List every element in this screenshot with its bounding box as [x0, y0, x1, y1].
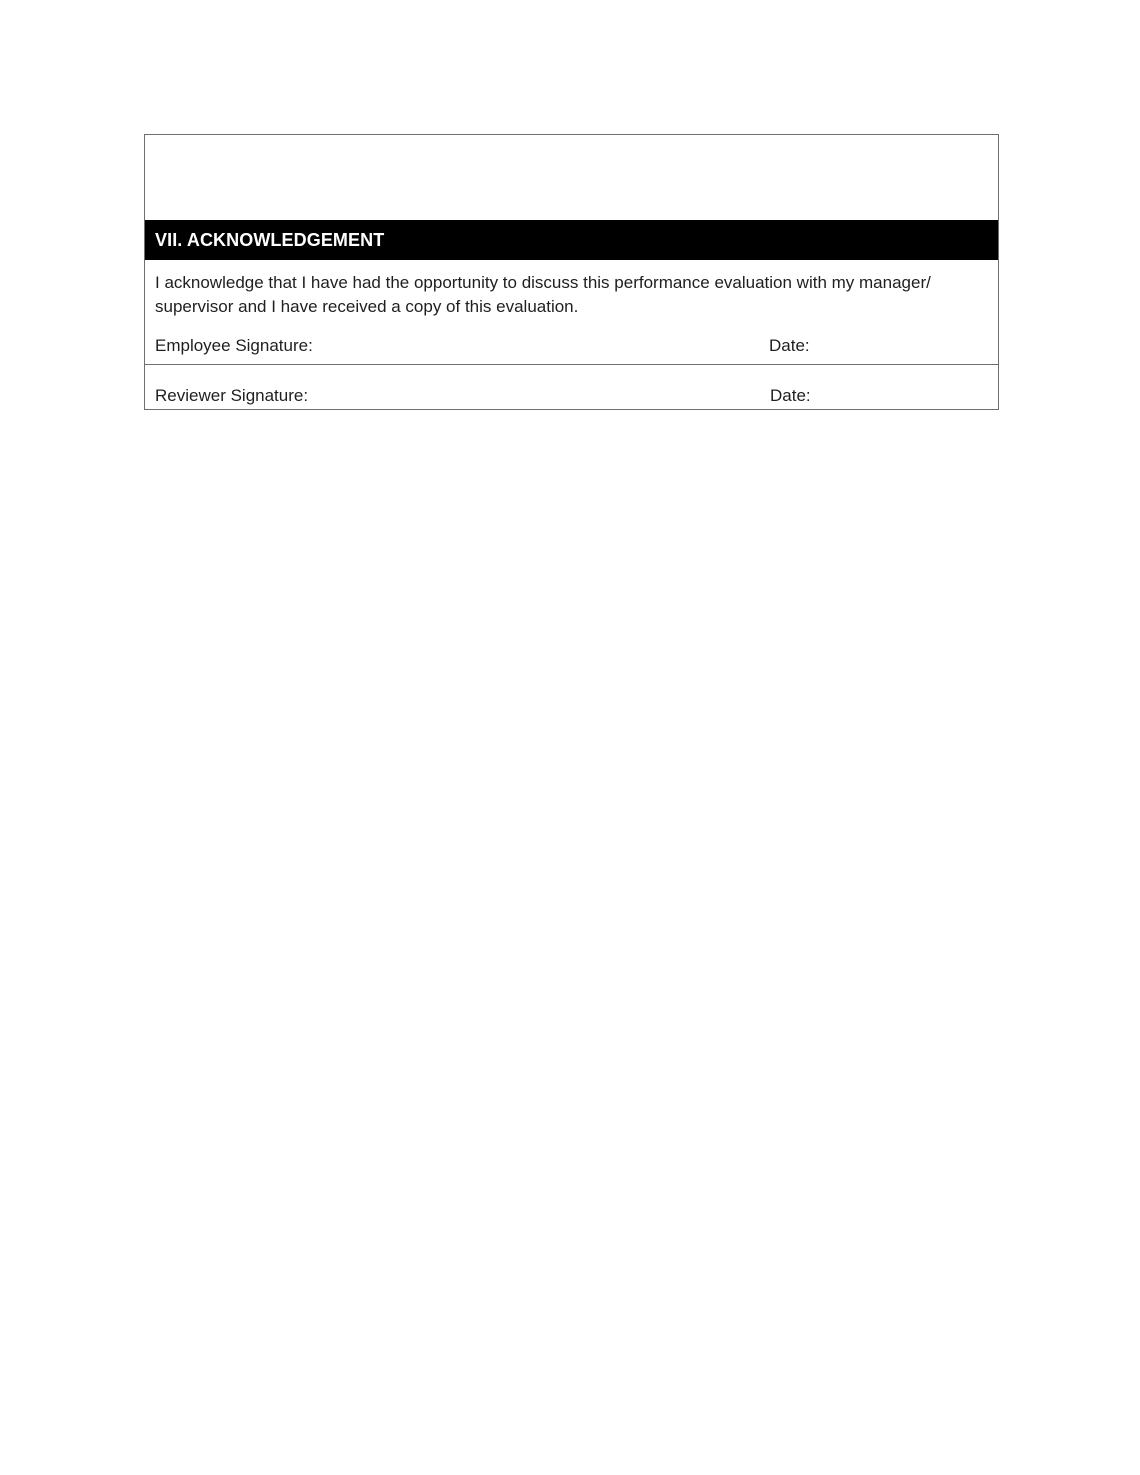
section-title: VII. ACKNOWLEDGEMENT [145, 220, 998, 260]
employee-signature-label: Employee Signature: [155, 336, 313, 355]
reviewer-date-label: Date: [770, 386, 811, 405]
signature-row-divider [145, 364, 998, 365]
blank-continuation-area [145, 135, 998, 220]
acknowledgement-form [144, 134, 999, 410]
reviewer-signature-label: Reviewer Signature: [155, 386, 309, 405]
acknowledgement-statement: I acknowledge that I have had the opportunity to discuss this performance evaluation with my manager/ supervisor and I have received a copy of this evaluation. [155, 273, 931, 316]
employee-date-label: Date: [769, 336, 810, 355]
